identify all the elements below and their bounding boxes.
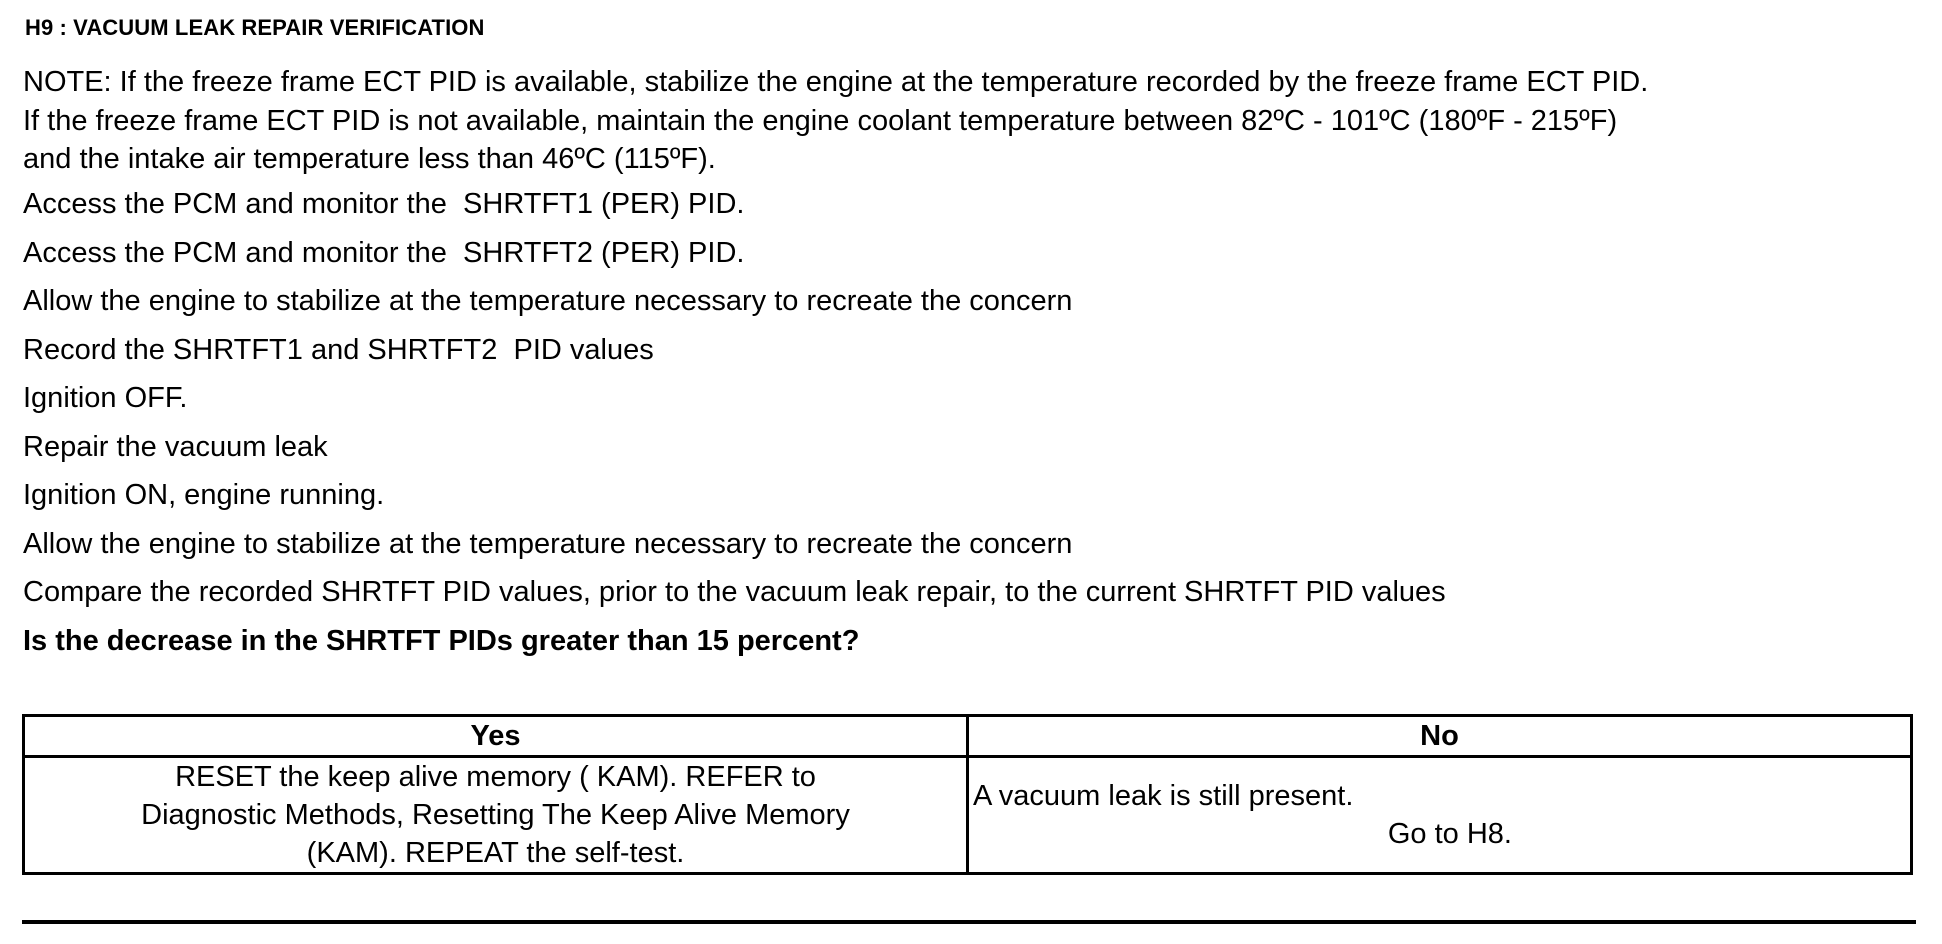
- yes-header: Yes: [24, 716, 968, 757]
- step-item: Allow the engine to stabilize at the temperature necessary to recreate the concern: [23, 527, 1073, 560]
- table-header-row: [24, 716, 1912, 757]
- step-item: Record the SHRTFT1 and SHRTFT2 PID values: [23, 333, 654, 366]
- no-header: No: [968, 716, 1912, 757]
- note-line: and the intake air temperature less than 46ºC (115ºF).: [23, 143, 716, 175]
- yes-action-line: Diagnostic Methods, Resetting The Keep Alive Memory: [141, 799, 850, 831]
- step-item: Compare the recorded SHRTFT PID values, prior to the vacuum leak repair, to the current SHRTFT PID values: [23, 576, 1446, 608]
- step-item: Ignition OFF.: [23, 382, 188, 414]
- step-item: Repair the vacuum leak: [23, 430, 328, 463]
- note-block: [23, 63, 1923, 179]
- answer-table: [22, 714, 1913, 875]
- note-line: If the freeze frame ECT PID is not available, maintain the engine coolant temperature between 82ºC - 101ºC (180ºF - 215ºF): [23, 104, 1618, 137]
- yes-action-line: RESET the keep alive memory ( KAM). REFER to: [175, 761, 816, 793]
- no-action-cell: [968, 757, 1912, 874]
- procedure-steps: [23, 180, 1923, 665]
- page-title: H9 : VACUUM LEAK REPAIR VERIFICATION: [25, 15, 485, 40]
- step-item: Allow the engine to stabilize at the temperature necessary to recreate the concern: [23, 285, 1073, 317]
- decision-question: Is the decrease in the SHRTFT PIDs greater than 15 percent?: [23, 624, 860, 657]
- note-line: NOTE: If the freeze frame ECT PID is available, stabilize the engine at the temperature recorded by the freeze frame ECT PID.: [23, 66, 1649, 98]
- step-item: Access the PCM and monitor the SHRTFT1 (PER) PID.: [23, 188, 745, 220]
- goto-link[interactable]: Go to H8.: [1387, 818, 1512, 850]
- yes-action-line: (KAM). REPEAT the self-test.: [306, 837, 685, 869]
- table-row: [24, 757, 1912, 874]
- yes-action-cell: [24, 757, 968, 874]
- step-item: Access the PCM and monitor the SHRTFT2 (PER) PID.: [23, 236, 745, 269]
- section-divider: [22, 920, 1916, 924]
- step-item: Ignition ON, engine running.: [23, 479, 385, 511]
- no-action-line: A vacuum leak is still present.: [973, 780, 1354, 812]
